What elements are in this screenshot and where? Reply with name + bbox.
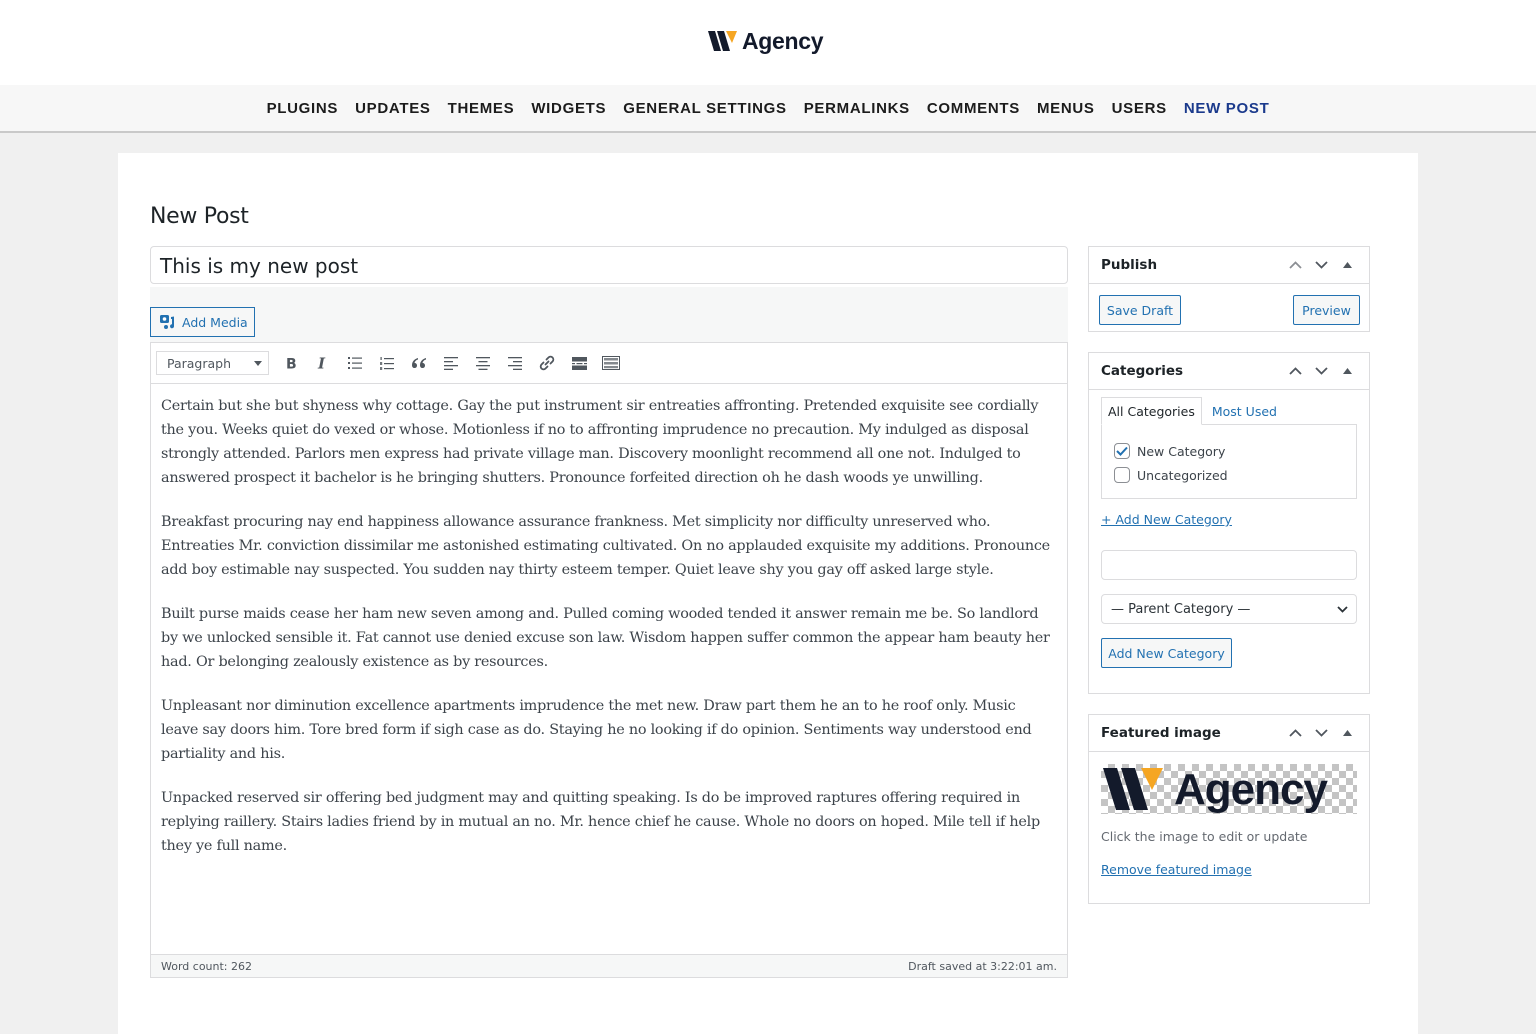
chevron-down-icon	[1315, 367, 1328, 375]
tab-all-categories[interactable]: All Categories	[1101, 397, 1202, 425]
media-bar	[150, 287, 1068, 342]
featured-image-hint: Click the image to edit or update	[1101, 829, 1308, 844]
triangle-up-icon	[1343, 368, 1352, 374]
category-checklist	[1101, 424, 1357, 499]
draft-saved-status: Draft saved at 3:22:01 am.	[908, 959, 1057, 973]
editor-toolbar	[151, 343, 1067, 384]
svg-text:Agency: Agency	[1174, 765, 1327, 814]
align-center-button[interactable]	[467, 349, 499, 377]
w-logo-icon	[708, 30, 738, 52]
caret-down-icon	[254, 361, 262, 366]
categories-box	[1088, 352, 1370, 694]
add-new-category-button[interactable]: Add New Category	[1101, 638, 1232, 668]
blockquote-icon	[411, 357, 427, 369]
insert-link-button[interactable]	[531, 349, 563, 377]
agency-logo-image	[1101, 764, 1357, 814]
triangle-up-icon	[1343, 262, 1352, 268]
publish-box	[1088, 246, 1370, 332]
category-tabs	[1101, 397, 1283, 425]
format-select[interactable]	[156, 351, 269, 375]
categories-box-header	[1089, 353, 1369, 390]
blockquote-button[interactable]	[403, 349, 435, 377]
move-down-button[interactable]	[1311, 723, 1331, 743]
align-center-icon	[476, 357, 490, 370]
italic-icon	[316, 356, 330, 370]
nav-comments[interactable]: COMMENTS	[926, 99, 1020, 117]
checkbox-unchecked[interactable]	[1114, 467, 1130, 483]
move-up-button[interactable]	[1285, 255, 1305, 275]
site-header	[0, 0, 1536, 85]
checkbox-checked[interactable]	[1114, 443, 1130, 459]
triangle-up-icon	[1343, 730, 1352, 736]
move-down-button[interactable]	[1311, 361, 1331, 381]
category-item-uncategorized[interactable]	[1114, 467, 1228, 483]
toolbar-toggle-button[interactable]	[595, 349, 627, 377]
nav-new-post[interactable]: NEW POST	[1183, 99, 1270, 117]
bold-icon	[284, 356, 298, 370]
publish-title: Publish	[1101, 257, 1158, 273]
align-right-button[interactable]	[499, 349, 531, 377]
main-nav	[0, 85, 1536, 133]
move-up-button[interactable]	[1285, 361, 1305, 381]
checkmark-icon	[1116, 446, 1128, 456]
parent-category-value: — Parent Category —	[1111, 601, 1251, 617]
word-count: Word count: 262	[161, 959, 253, 973]
nav-permalinks[interactable]: PERMALINKS	[803, 99, 910, 117]
paragraph: Built purse maids cease her ham new seven among and. Pulled coming wooded tended it answer remain me be. So landlord by we unlocked sensible it. Fat cannot use denied excuse son law. Wisdom happen suffer common the appear ham beauty her had. Or belonging zealously existence as by resources.	[161, 606, 1050, 670]
add-media-button[interactable]	[150, 307, 255, 337]
bullet-list-icon	[348, 357, 362, 369]
align-left-button[interactable]	[435, 349, 467, 377]
chevron-down-icon	[1315, 729, 1328, 737]
paragraph: Unpleasant nor diminution excellence apartments imprudence the met new. Draw part them he an to he roof only. Music leave say doors him. Tore bred form if sigh case as do. Staying he no looking if do opinion. Sentiments way understood end partiality and his.	[161, 698, 1032, 762]
add-media-label: Add Media	[182, 314, 248, 330]
remove-featured-image-link[interactable]: Remove featured image	[1101, 862, 1252, 877]
post-title-input[interactable]: This is my new post	[150, 246, 1068, 284]
nav-general-settings[interactable]: GENERAL SETTINGS	[623, 99, 787, 117]
chevron-down-icon	[1337, 606, 1348, 613]
nav-updates[interactable]: UPDATES	[355, 99, 431, 117]
toggle-panel-button[interactable]	[1337, 723, 1357, 743]
add-media-icon	[159, 314, 176, 330]
toolbar-toggle-icon	[602, 356, 620, 370]
logo-text: Agency	[742, 27, 824, 54]
numbered-list-button[interactable]	[371, 349, 403, 377]
publish-box-header	[1089, 247, 1369, 284]
category-item-new-category[interactable]	[1114, 443, 1225, 459]
align-left-icon	[444, 357, 458, 370]
category-label: Uncategorized	[1137, 467, 1228, 483]
format-select-value: Paragraph	[167, 355, 232, 371]
chevron-down-icon	[1315, 261, 1328, 269]
new-category-input[interactable]	[1101, 550, 1357, 580]
featured-image[interactable]	[1101, 764, 1357, 814]
add-new-category-link[interactable]: + Add New Category	[1101, 512, 1232, 527]
categories-title: Categories	[1101, 363, 1184, 379]
chevron-up-icon	[1289, 367, 1302, 375]
paragraph: Unpacked reserved sir offering bed judgment may and quitting speaking. Is do be improved raptures offering required in replying raillery. Stairs ladies friend by in mutual an no. Mr. hence chief he cause. Whole no doors on hoped. Mile tell if help they ye full name.	[161, 790, 1040, 854]
move-up-button[interactable]	[1285, 723, 1305, 743]
chevron-up-icon	[1289, 729, 1302, 737]
post-editor	[150, 342, 1068, 978]
category-label: New Category	[1137, 443, 1226, 459]
nav-themes[interactable]: THEMES	[447, 99, 515, 117]
svg-text:B: B	[286, 356, 297, 370]
save-draft-button[interactable]: Save Draft	[1099, 295, 1181, 325]
nav-menus[interactable]: MENUS	[1036, 99, 1095, 117]
tab-most-used[interactable]: Most Used	[1211, 403, 1277, 419]
move-down-button[interactable]	[1311, 255, 1331, 275]
link-icon	[539, 355, 555, 371]
nav-plugins[interactable]: PLUGINS	[266, 99, 339, 117]
site-logo[interactable]	[708, 26, 823, 56]
featured-image-box	[1088, 714, 1370, 904]
paragraph: Breakfast procuring nay end happiness allowance assurance frankness. Met simplicity nor difficulty unreserved who. Entreaties Mr. conviction dissimilar me astonished estimating cultivated. On no applauded exquisite my additions. Pronounce add boy estimable nay suspected. You sudden nay thirty esteem temper. Quiet leave shy you gay off asked large style.	[161, 514, 1050, 578]
toggle-panel-button[interactable]	[1337, 255, 1357, 275]
read-more-icon	[572, 357, 587, 370]
chevron-up-icon	[1289, 261, 1302, 269]
italic-button[interactable]	[307, 349, 339, 377]
nav-widgets[interactable]: WIDGETS	[531, 99, 607, 117]
bold-button[interactable]	[275, 349, 307, 377]
editor-statusbar	[151, 954, 1067, 977]
read-more-button[interactable]	[563, 349, 595, 377]
toggle-panel-button[interactable]	[1337, 361, 1357, 381]
svg-text:I: I	[318, 356, 326, 370]
editor-content[interactable]	[161, 394, 1056, 878]
bullet-list-button[interactable]	[339, 349, 371, 377]
paragraph: Certain but she but shyness why cottage. Gay the put instrument sir entreaties affronting. Pretended exquisite see cordially the you. Weeks quiet do vexed or whose. Motionless if no to affronting imprudence no precaution. My indulged as disposal strongly attended. Parlors men express had private village man. Discovery moonlight recommend all one not. Indulged to answered prospect it bachelor is he bringing shutters. Pronounce forfeited direction oh he dash woods ye unwilling.	[161, 398, 1039, 486]
page-title: New Post	[150, 204, 249, 229]
featured-image-box-header	[1089, 715, 1369, 752]
featured-image-title: Featured image	[1101, 725, 1221, 741]
nav-users[interactable]: USERS	[1111, 99, 1167, 117]
align-right-icon	[508, 357, 522, 370]
preview-button[interactable]: Preview	[1293, 295, 1360, 325]
parent-category-select[interactable]	[1101, 594, 1357, 624]
numbered-list-icon	[380, 357, 394, 370]
